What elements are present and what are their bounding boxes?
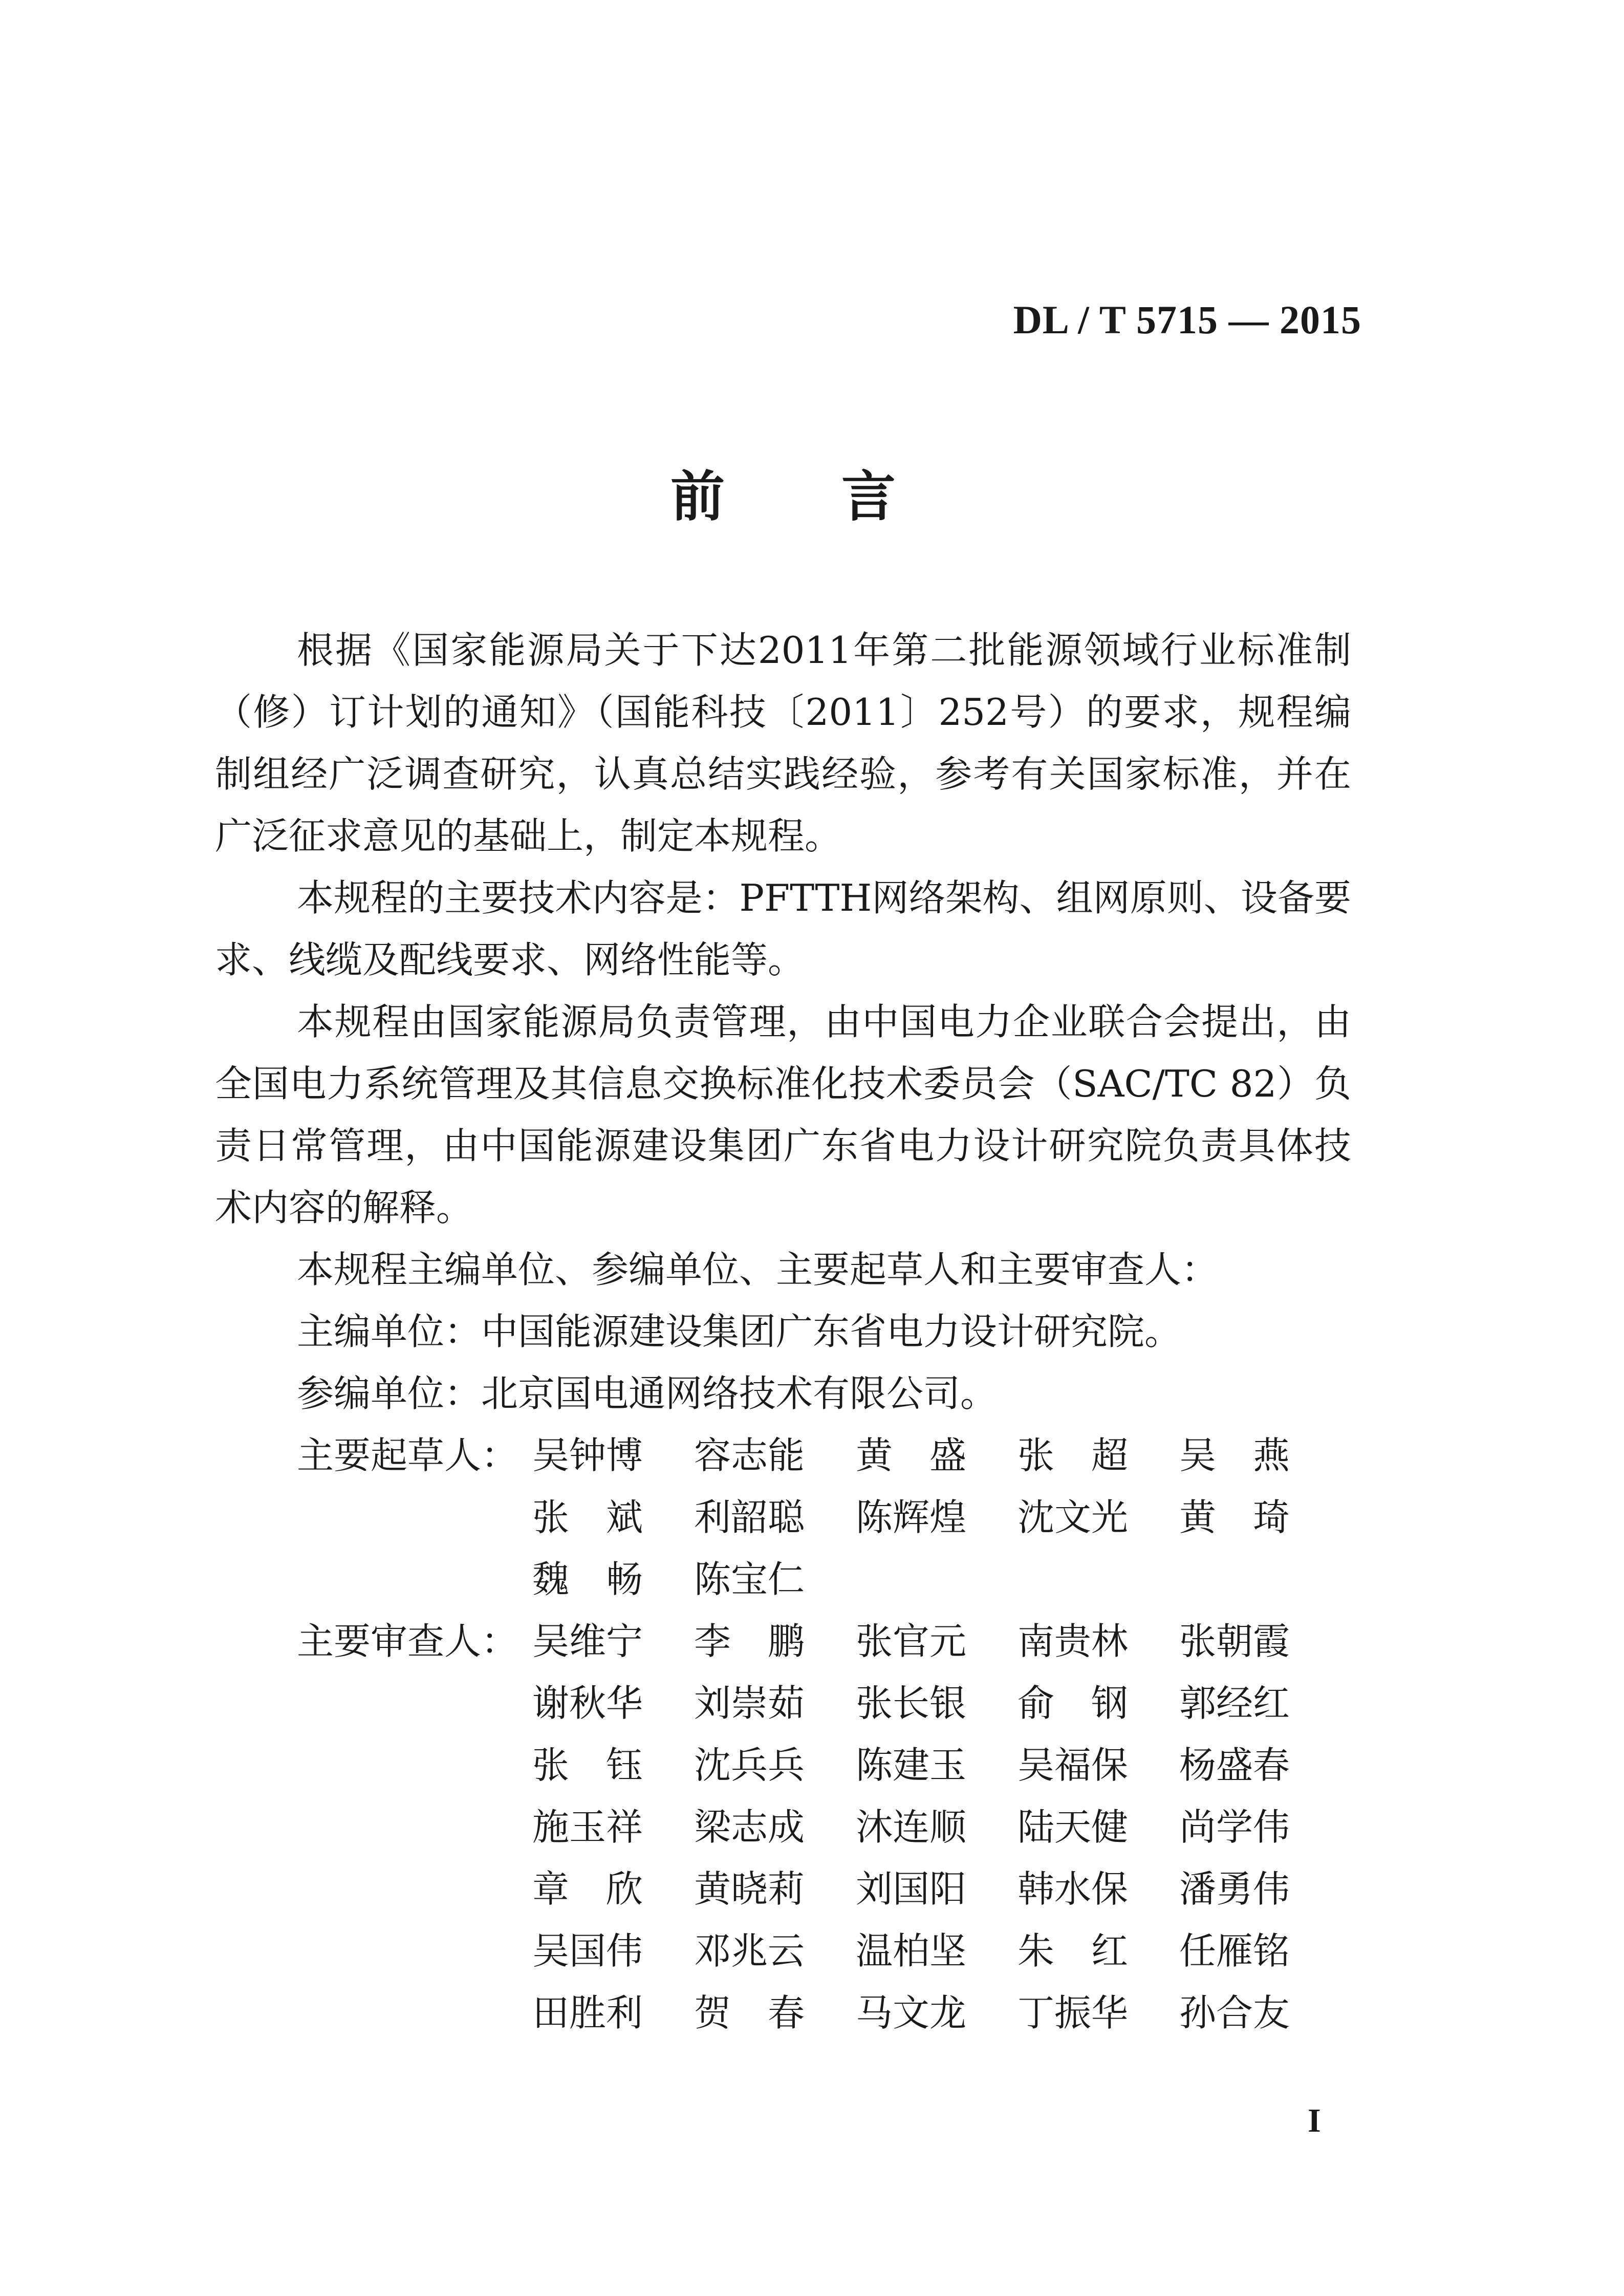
drafter-name: 张 超 bbox=[1017, 1434, 1129, 1477]
reviewer-name: 韩水保 bbox=[1017, 1868, 1129, 1911]
reviewer-name: 谢秋华 bbox=[532, 1682, 643, 1725]
drafter-name: 沈文光 bbox=[1017, 1496, 1129, 1539]
drafter-name: 陈辉煌 bbox=[856, 1496, 967, 1539]
reviewer-name: 吴国伟 bbox=[532, 1929, 643, 1972]
reviewer-name: 刘国阳 bbox=[856, 1868, 967, 1911]
reviewer-name: 南贵林 bbox=[1017, 1620, 1129, 1663]
reviewer-name: 梁志成 bbox=[694, 1806, 805, 1849]
reviewer-name: 施玉祥 bbox=[532, 1806, 643, 1849]
reviewer-name: 刘崇茹 bbox=[694, 1682, 805, 1725]
drafter-name: 利韶聪 bbox=[694, 1496, 805, 1539]
contributors-intro: 本规程主编单位、参编单位、主要起草人和主要审查人： bbox=[297, 1248, 1219, 1291]
reviewer-name: 张 钰 bbox=[532, 1744, 643, 1787]
reviewer-name: 沐连顺 bbox=[856, 1806, 967, 1849]
reviewer-name: 温柏坚 bbox=[856, 1929, 967, 1972]
drafter-name: 吴 燕 bbox=[1179, 1434, 1290, 1477]
chief-unit: 主编单位：中国能源建设集团广东省电力设计研究院。 bbox=[297, 1310, 1182, 1353]
drafter-name: 容志能 bbox=[694, 1434, 805, 1477]
reviewer-name: 任雁铭 bbox=[1179, 1929, 1290, 1972]
drafters-grid bbox=[297, 1425, 1351, 1611]
standard-code: DL / T 5715 — 2015 bbox=[1013, 297, 1361, 342]
drafter-name: 陈宝仁 bbox=[694, 1558, 805, 1601]
drafters-section bbox=[215, 1425, 1351, 1611]
page-title bbox=[670, 461, 896, 532]
reviewer-name: 李 鹏 bbox=[694, 1620, 805, 1663]
reviewer-name: 杨盛春 bbox=[1179, 1744, 1290, 1787]
drafters-label: 主要起草人： bbox=[297, 1434, 518, 1477]
reviewer-name: 孙合友 bbox=[1179, 1991, 1290, 2034]
participating-unit: 参编单位：北京国电通网络技术有限公司。 bbox=[297, 1372, 998, 1415]
title-char-2: 言 bbox=[841, 464, 896, 528]
drafter-name: 吴钟博 bbox=[532, 1434, 643, 1477]
drafter-name: 黄 盛 bbox=[856, 1434, 967, 1477]
reviewer-name: 黄晓莉 bbox=[694, 1868, 805, 1911]
paragraph-management: 本规程由国家能源局负责管理，由中国电力企业联合会提出，由全国电力系统管理及其信息交换标准化技术委员会（SAC/TC 82）负责日常管理，由中国能源建设集团广东省电力设计研究院负责具体技术内容的解释。 bbox=[215, 1000, 1351, 1229]
paragraph-basis: 根据《国家能源局关于下达2011年第二批能源领域行业标准制（修）订计划的通知》（国能科技〔2011〕252号）的要求，规程编制组经广泛调查研究，认真总结实践经验，参考有关国家标准，并在广泛征求意见的基础上，制定本规程。 bbox=[215, 629, 1351, 857]
reviewer-name: 邓兆云 bbox=[694, 1929, 805, 1972]
reviewer-name: 郭经红 bbox=[1179, 1682, 1290, 1725]
reviewers-label: 主要审查人： bbox=[297, 1620, 518, 1663]
reviewer-name: 俞 钢 bbox=[1017, 1682, 1129, 1725]
reviewer-name: 田胜利 bbox=[532, 1991, 643, 2034]
reviewer-name: 张长银 bbox=[856, 1682, 967, 1725]
document-body bbox=[215, 619, 1351, 2044]
reviewer-name: 朱 红 bbox=[1017, 1929, 1129, 1972]
drafter-name: 黄 琦 bbox=[1179, 1496, 1290, 1539]
drafter-name: 张 斌 bbox=[532, 1496, 643, 1539]
page-number: I bbox=[1308, 2102, 1321, 2139]
reviewers-section bbox=[215, 1611, 1351, 2044]
title-char-1: 前 bbox=[670, 464, 725, 528]
reviewer-name: 丁振华 bbox=[1017, 1991, 1129, 2034]
reviewer-name: 马文龙 bbox=[856, 1991, 967, 2034]
reviewer-name: 吴福保 bbox=[1017, 1744, 1129, 1787]
reviewers-grid bbox=[297, 1611, 1351, 2044]
drafter-name: 魏 畅 bbox=[532, 1558, 643, 1601]
reviewer-name: 贺 春 bbox=[694, 1991, 805, 2034]
reviewer-name: 章 欣 bbox=[532, 1868, 643, 1911]
reviewer-name: 陆天健 bbox=[1017, 1806, 1129, 1849]
reviewer-name: 潘勇伟 bbox=[1179, 1868, 1290, 1911]
paragraph-technical-content: 本规程的主要技术内容是：PFTTH网络架构、组网原则、设备要求、线缆及配线要求、网络性能等。 bbox=[215, 876, 1351, 981]
reviewer-name: 吴维宁 bbox=[532, 1620, 643, 1663]
reviewer-name: 沈兵兵 bbox=[694, 1744, 805, 1787]
reviewer-name: 张朝霞 bbox=[1179, 1620, 1290, 1663]
reviewer-name: 陈建玉 bbox=[856, 1744, 967, 1787]
reviewer-name: 尚学伟 bbox=[1179, 1806, 1290, 1849]
reviewer-name: 张官元 bbox=[856, 1620, 967, 1663]
